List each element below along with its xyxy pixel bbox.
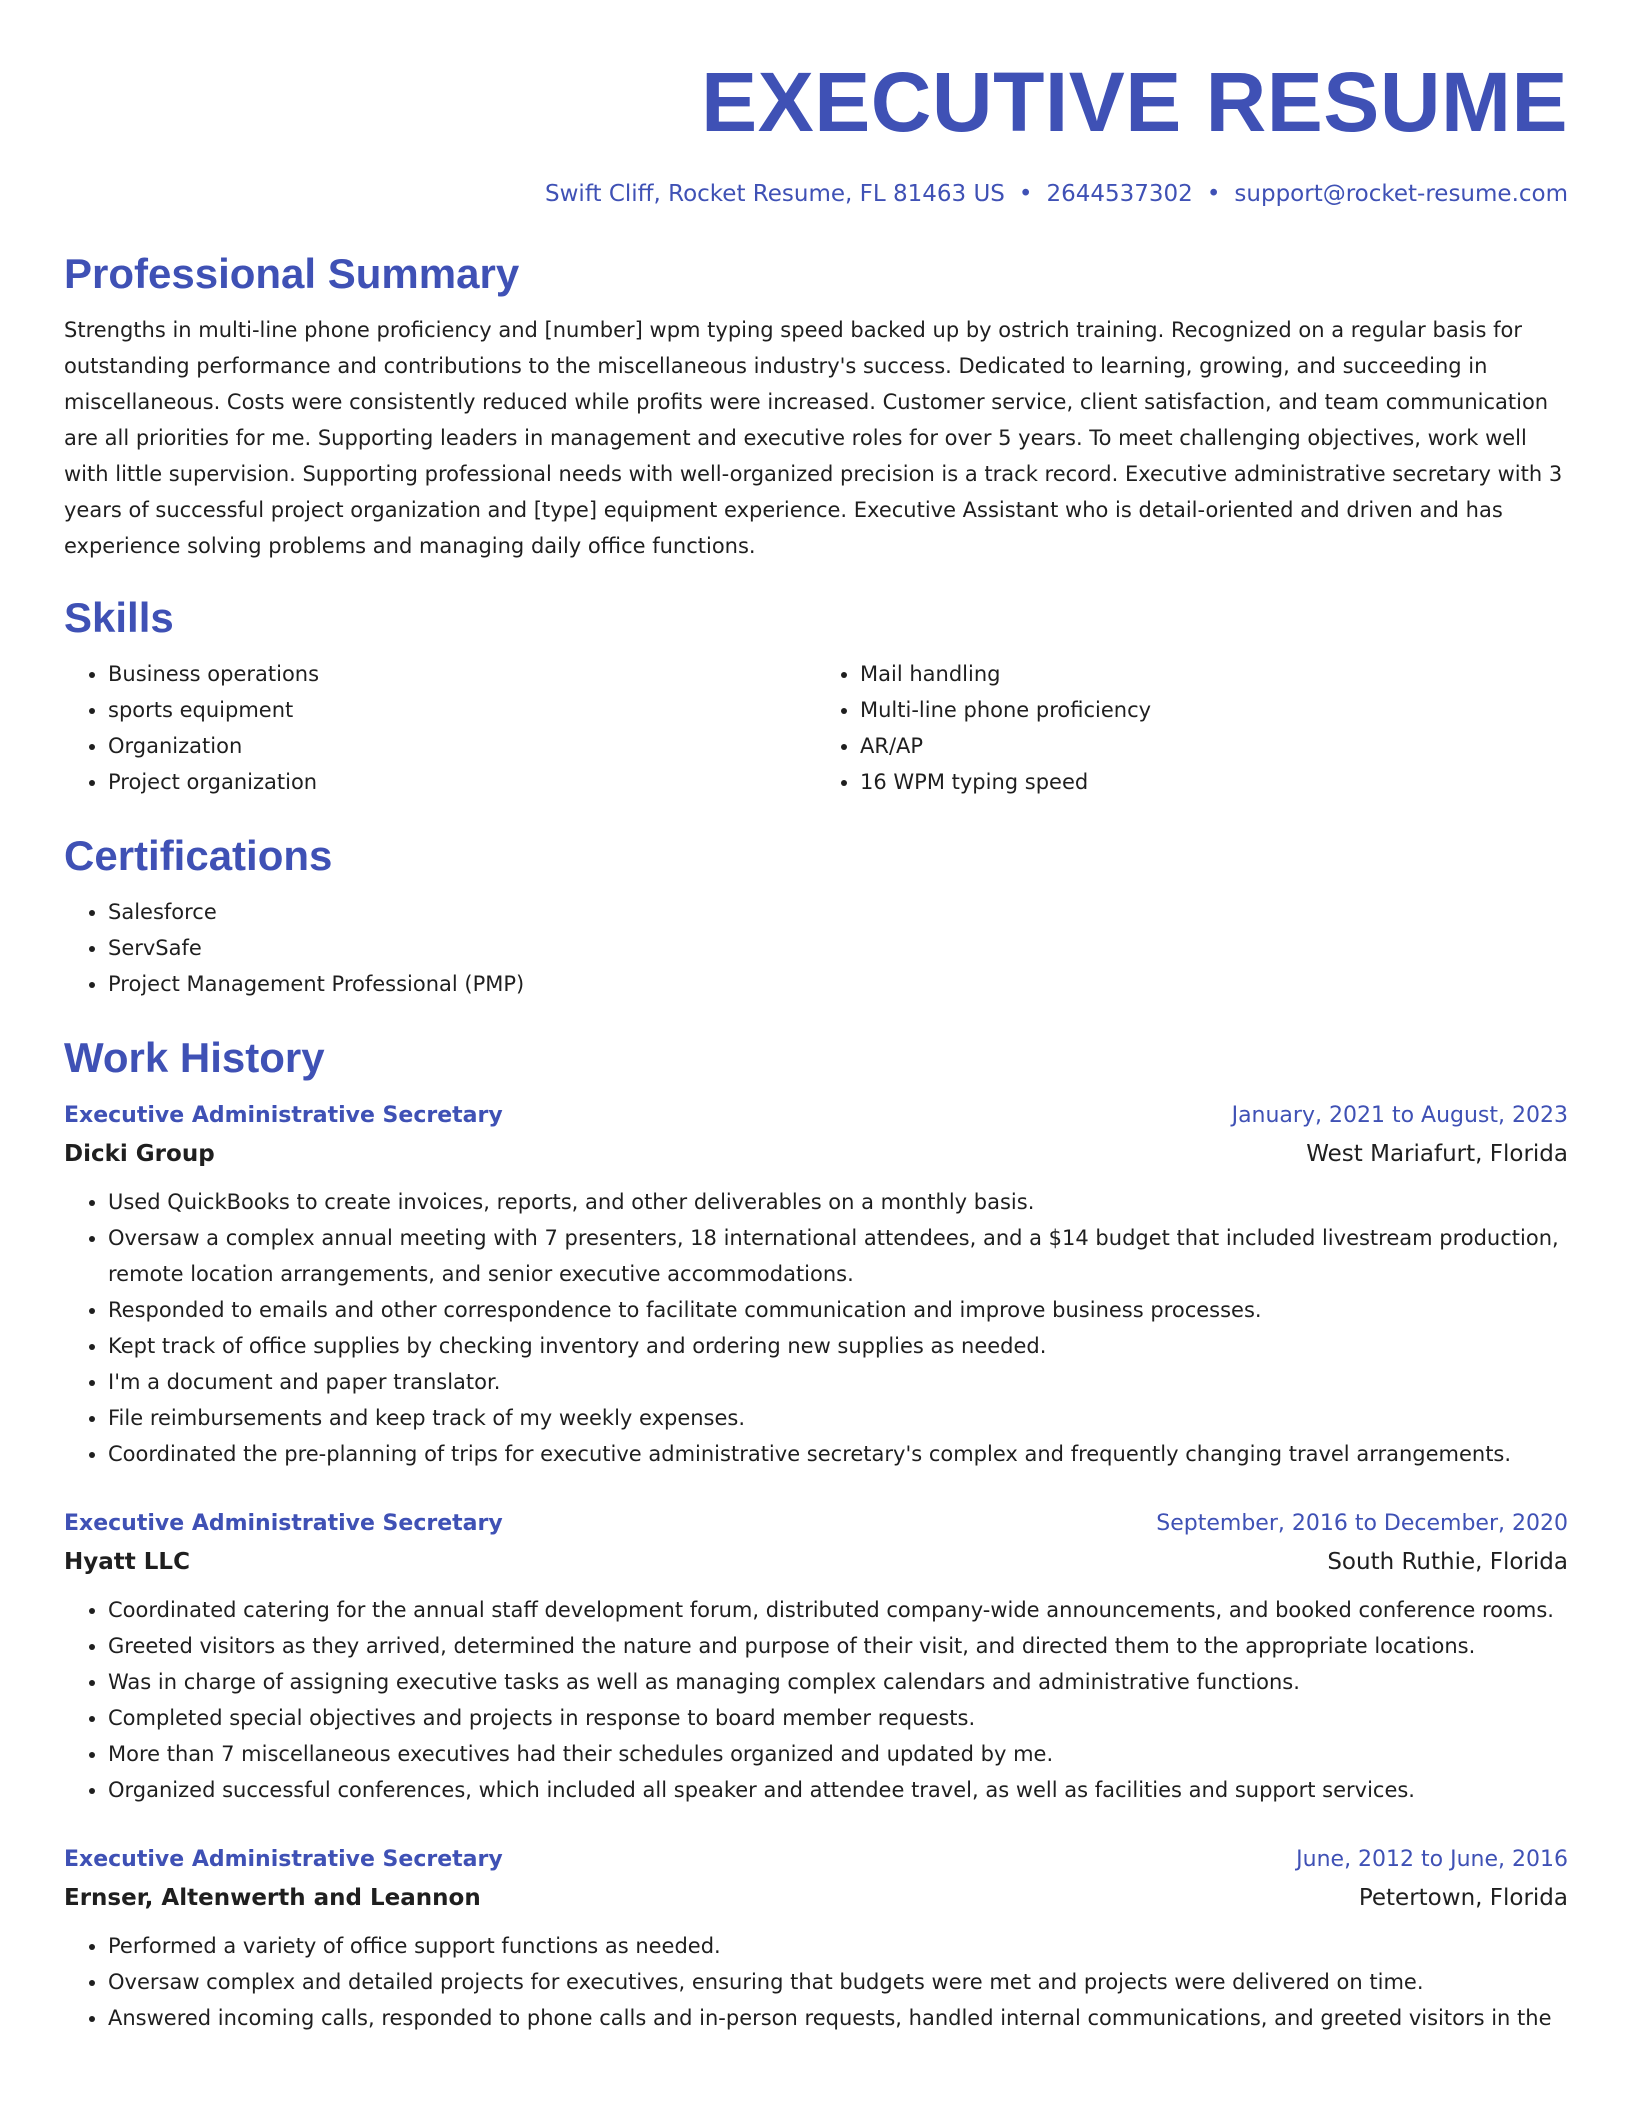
job-bullet: • Performed a variety of office support functions as needed. — [108, 1928, 1568, 1964]
job-bullet: • Responded to emails and other correspondence to facilitate communication and improve business processes. — [108, 1292, 1568, 1328]
skills-heading: Skills — [64, 594, 174, 641]
job-bullet: • Completed special objectives and projects in response to board member requests. — [108, 1700, 1568, 1736]
skills-columns — [64, 656, 1568, 800]
contact-email: support@rocket-resume.com — [1234, 181, 1568, 207]
skill-item: • Project organization — [108, 764, 816, 800]
job-company: Hyatt LLC — [64, 1549, 190, 1575]
job-company: Ernser, Altenwerth and Leannon — [64, 1885, 481, 1911]
job-bullet: • Oversaw a complex annual meeting with 7 presenters, 18 international attendees, and a $14 budget that included livestream production, remote location arrangements, and senior executive accommodations. — [108, 1220, 1568, 1292]
skill-item: • Mail handling — [860, 656, 1568, 692]
job-location: South Ruthie, Florida — [1327, 1549, 1568, 1575]
job-bullet: • More than 7 miscellaneous executives had their schedules organized and updated by me. — [108, 1736, 1568, 1772]
job-bullet: • Greeted visitors as they arrived, determined the nature and purpose of their visit, and directed them to the appropriate locations. — [108, 1628, 1568, 1664]
work-history-heading: Work History — [64, 1034, 325, 1081]
job-company: Dicki Group — [64, 1141, 215, 1167]
summary-text: Strengths in multi-line phone proficiency and [number] wpm typing speed backed up by ostrich training. Recognized on a regular basis for outstanding performance and contributions to the miscellaneous industry's success. Dedicated to learning, growing, and succeeding in miscellaneous. Costs were consistently reduced while profits were increased. Customer service, client satisfaction, and team communication are all priorities for me. Supporting leaders in management and executive roles for over 5 years. To meet challenging objectives, work well with little supervision. Supporting professional needs with well-organized precision is a track record. Executive administrative secretary with 3 years of successful project organization and [type] equipment experience. Executive Assistant who is detail-oriented and driven and has experience solving problems and managing daily office functions. — [64, 318, 1563, 558]
job-title: Executive Administrative Secretary — [64, 1103, 503, 1128]
job-title-row — [64, 1506, 1568, 1542]
certifications-heading: Certifications — [64, 832, 333, 879]
job-location: Petertown, Florida — [1358, 1885, 1568, 1911]
certification-item: • ServSafe — [108, 930, 1568, 966]
job-dates: September, 2016 to December, 2020 — [1156, 1511, 1568, 1536]
job-bullet: • Used QuickBooks to create invoices, reports, and other deliverables on a monthly basis. — [108, 1184, 1568, 1220]
skill-item: • Business operations — [108, 656, 816, 692]
contact-phone: 2644537302 — [1046, 181, 1193, 207]
skill-item: • Multi-line phone proficiency — [860, 692, 1568, 728]
job-bullet: • I'm a document and paper translator. — [108, 1364, 1568, 1400]
job-company-row — [64, 1878, 1568, 1918]
job-entry — [64, 1506, 1568, 1808]
certification-item: • Project Management Professional (PMP) — [108, 966, 1568, 1002]
job-dates: June, 2012 to June, 2016 — [1296, 1847, 1568, 1872]
skill-item: • AR/AP — [860, 728, 1568, 764]
contact-separator: • — [1206, 181, 1221, 207]
job-title: Executive Administrative Secretary — [64, 1511, 503, 1536]
job-bullet: • Was in charge of assigning executive tasks as well as managing complex calendars and administrative functions. — [108, 1664, 1568, 1700]
job-bullet: • Coordinated the pre-planning of trips for executive administrative secretary's complex and frequently changing travel arrangements. — [108, 1436, 1568, 1472]
contact-address: Swift Cliff, Rocket Resume, FL 81463 US — [545, 181, 1005, 207]
job-company-row — [64, 1134, 1568, 1174]
certification-item: • Salesforce — [108, 894, 1568, 930]
job-dates: January, 2021 to August, 2023 — [1231, 1103, 1568, 1128]
job-title: Executive Administrative Secretary — [64, 1847, 503, 1872]
job-bullet: • Oversaw complex and detailed projects for executives, ensuring that budgets were met and projects were delivered on time. — [108, 1964, 1568, 2000]
job-title-row — [64, 1842, 1568, 1878]
job-entry — [64, 1098, 1568, 1472]
skills-list-right — [816, 656, 1568, 800]
summary-heading: Professional Summary — [64, 250, 520, 297]
contact-line — [64, 178, 1568, 210]
skill-item: • Organization — [108, 728, 816, 764]
certifications-list — [64, 894, 1568, 1002]
work-history-list — [64, 1098, 1568, 2036]
skill-item: • 16 WPM typing speed — [860, 764, 1568, 800]
job-company-row — [64, 1542, 1568, 1582]
job-entry — [64, 1842, 1568, 2036]
job-bullet: • Coordinated catering for the annual staff development forum, distributed company-wide announcements, and booked conference rooms. — [108, 1592, 1568, 1628]
job-bullets — [64, 1592, 1568, 1808]
resume-title: EXECUTIVE RESUME — [701, 55, 1568, 149]
job-bullet: • Answered incoming calls, responded to phone calls and in-person requests, handled internal communications, and greeted visitors in the — [108, 2000, 1568, 2036]
job-bullets — [64, 1928, 1568, 2036]
job-bullet: • Organized successful conferences, which included all speaker and attendee travel, as well as facilities and support services. — [108, 1772, 1568, 1808]
job-bullets — [64, 1184, 1568, 1472]
resume-page — [64, 52, 1568, 2036]
job-bullet: • Kept track of office supplies by checking inventory and ordering new supplies as needed. — [108, 1328, 1568, 1364]
skills-list-left — [64, 656, 816, 800]
job-location: West Mariafurt, Florida — [1306, 1141, 1568, 1167]
job-title-row — [64, 1098, 1568, 1134]
skill-item: • sports equipment — [108, 692, 816, 728]
job-bullet: • File reimbursements and keep track of my weekly expenses. — [108, 1400, 1568, 1436]
contact-separator: • — [1018, 181, 1033, 207]
